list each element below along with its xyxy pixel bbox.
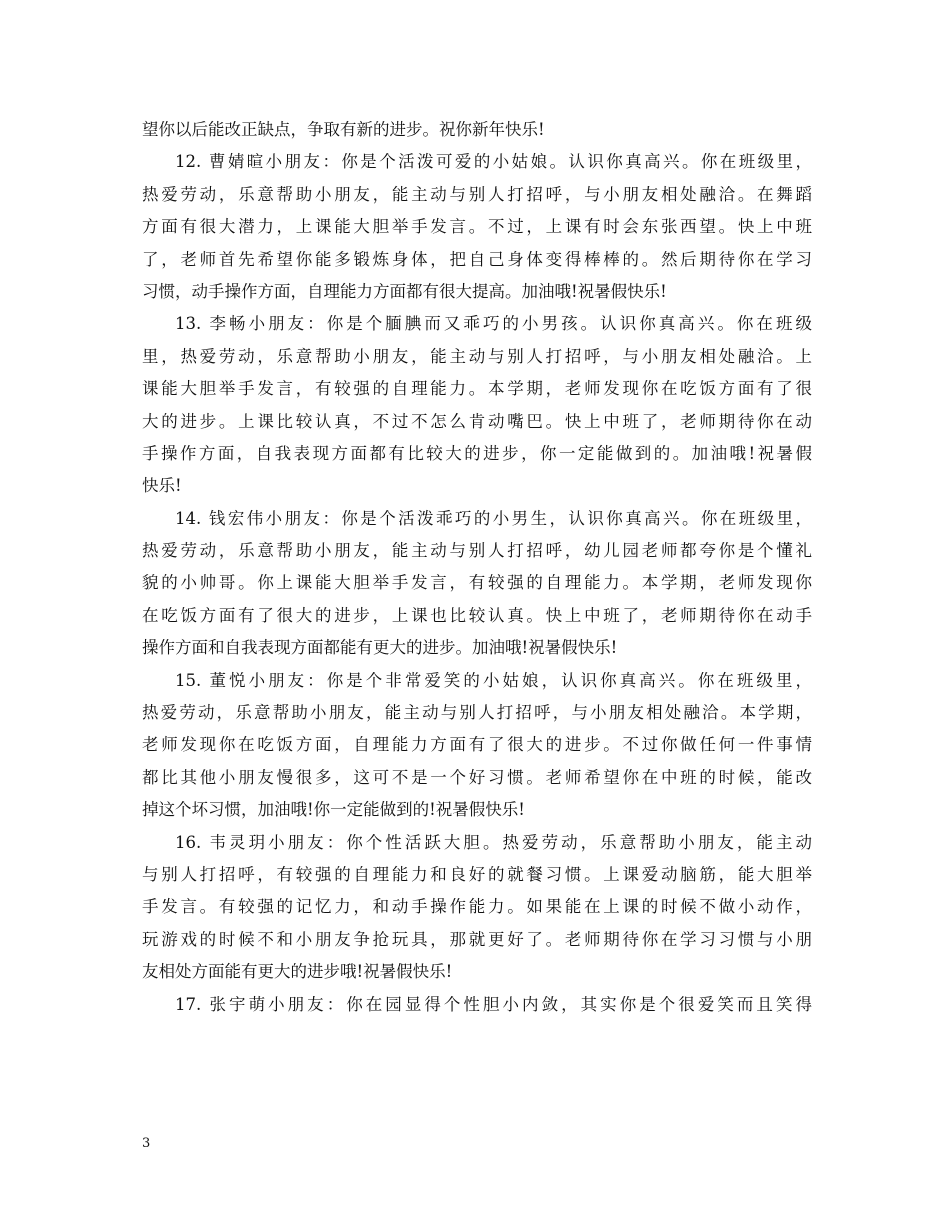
- text-line: 玩游戏的时候不和小朋友争抢玩具，那就更好了。老师期待你在学习习惯与小朋: [142, 929, 812, 949]
- text-line: 14. 钱宏伟小朋友：你是个活泼乖巧的小男生，认识你真高兴。你在班级里，: [175, 508, 812, 528]
- text-line: 都比其他小朋友慢很多，这可不是一个好习惯。老师希望你在中班的时候，能改: [142, 767, 812, 787]
- text-line: 貌的小帅哥。你上课能大胆举手发言，有较强的自理能力。本学期，老师发现你: [142, 573, 812, 593]
- text-line: 方面有很大潜力，上课能大胆举手发言。不过，上课有时会东张西望。快上中班: [142, 217, 812, 237]
- text-line: 了，老师首先希望你能多锻炼身体，把自己身体变得棒棒的。然后期待你在学习: [142, 249, 812, 269]
- text-line: 大的进步。上课比较认真，不过不怎么肯动嘴巴。快上中班了，老师期待你在动: [142, 411, 812, 431]
- text-line: 手发言。有较强的记忆力，和动手操作能力。如果能在上课的时候不做小动作，: [142, 897, 812, 917]
- text-line: 热爱劳动，乐意帮助小朋友，能主动与别人打招呼，与小朋友相处融洽。在舞蹈: [142, 184, 812, 204]
- body-text: [142, 114, 812, 1021]
- text-line: 快乐!: [142, 476, 182, 496]
- text-line: 望你以后能改正缺点，争取有新的进步。祝你新年快乐!: [142, 120, 545, 139]
- text-line: 16. 韦灵玥小朋友：你个性活跃大胆。热爱劳动，乐意帮助小朋友，能主动: [175, 832, 812, 852]
- text-line: 热爱劳动，乐意帮助小朋友，能主动与别人打招呼，与小朋友相处融洽。本学期，: [142, 703, 812, 723]
- text-line: 12. 曹婧暄小朋友：你是个活泼可爱的小姑娘。认识你真高兴。你在班级里，: [175, 152, 812, 172]
- text-line: 17. 张宇萌小朋友：你在园显得个性胆小内敛，其实你是个很爱笑而且笑得: [175, 994, 812, 1014]
- text-line: 操作方面和自我表现方面都能有更大的进步。加油哦!祝暑假快乐!: [142, 638, 618, 658]
- page-number: 3: [142, 1136, 151, 1151]
- text-line: 课能大胆举手发言，有较强的自理能力。本学期，老师发现你在吃饭方面有了很: [142, 379, 812, 399]
- text-line: 老师发现你在吃饭方面，自理能力方面有了很大的进步。不过你做任何一件事情: [142, 735, 812, 755]
- text-line: 掉这个坏习惯，加油哦!你一定能做到的!祝暑假快乐!: [142, 800, 525, 820]
- text-line: 在吃饭方面有了很大的进步，上课也比较认真。快上中班了，老师期待你在动手: [142, 605, 812, 625]
- text-line: 习惯，动手操作方面，自理能力方面都有很大提高。加油哦!祝暑假快乐!: [142, 281, 667, 301]
- text-line: 13. 李畅小朋友：你是个腼腆而又乖巧的小男孩。认识你真高兴。你在班级: [175, 314, 812, 334]
- text-line: 手操作方面，自我表现方面都有比较大的进步，你一定能做到的。加油哦!祝暑假: [142, 443, 812, 463]
- text-line: 15. 董悦小朋友：你是个非常爱笑的小姑娘，认识你真高兴。你在班级里，: [175, 670, 812, 690]
- text-line: 友相处方面能有更大的进步哦!祝暑假快乐!: [142, 962, 453, 982]
- text-line: 热爱劳动，乐意帮助小朋友，能主动与别人打招呼，幼儿园老师都夸你是个懂礼: [142, 541, 812, 561]
- text-line: 与别人打招呼，有较强的自理能力和良好的就餐习惯。上课爱动脑筋，能大胆举: [142, 864, 812, 884]
- text-line: 里，热爱劳动，乐意帮助小朋友，能主动与别人打招呼，与小朋友相处融洽。上: [142, 346, 812, 366]
